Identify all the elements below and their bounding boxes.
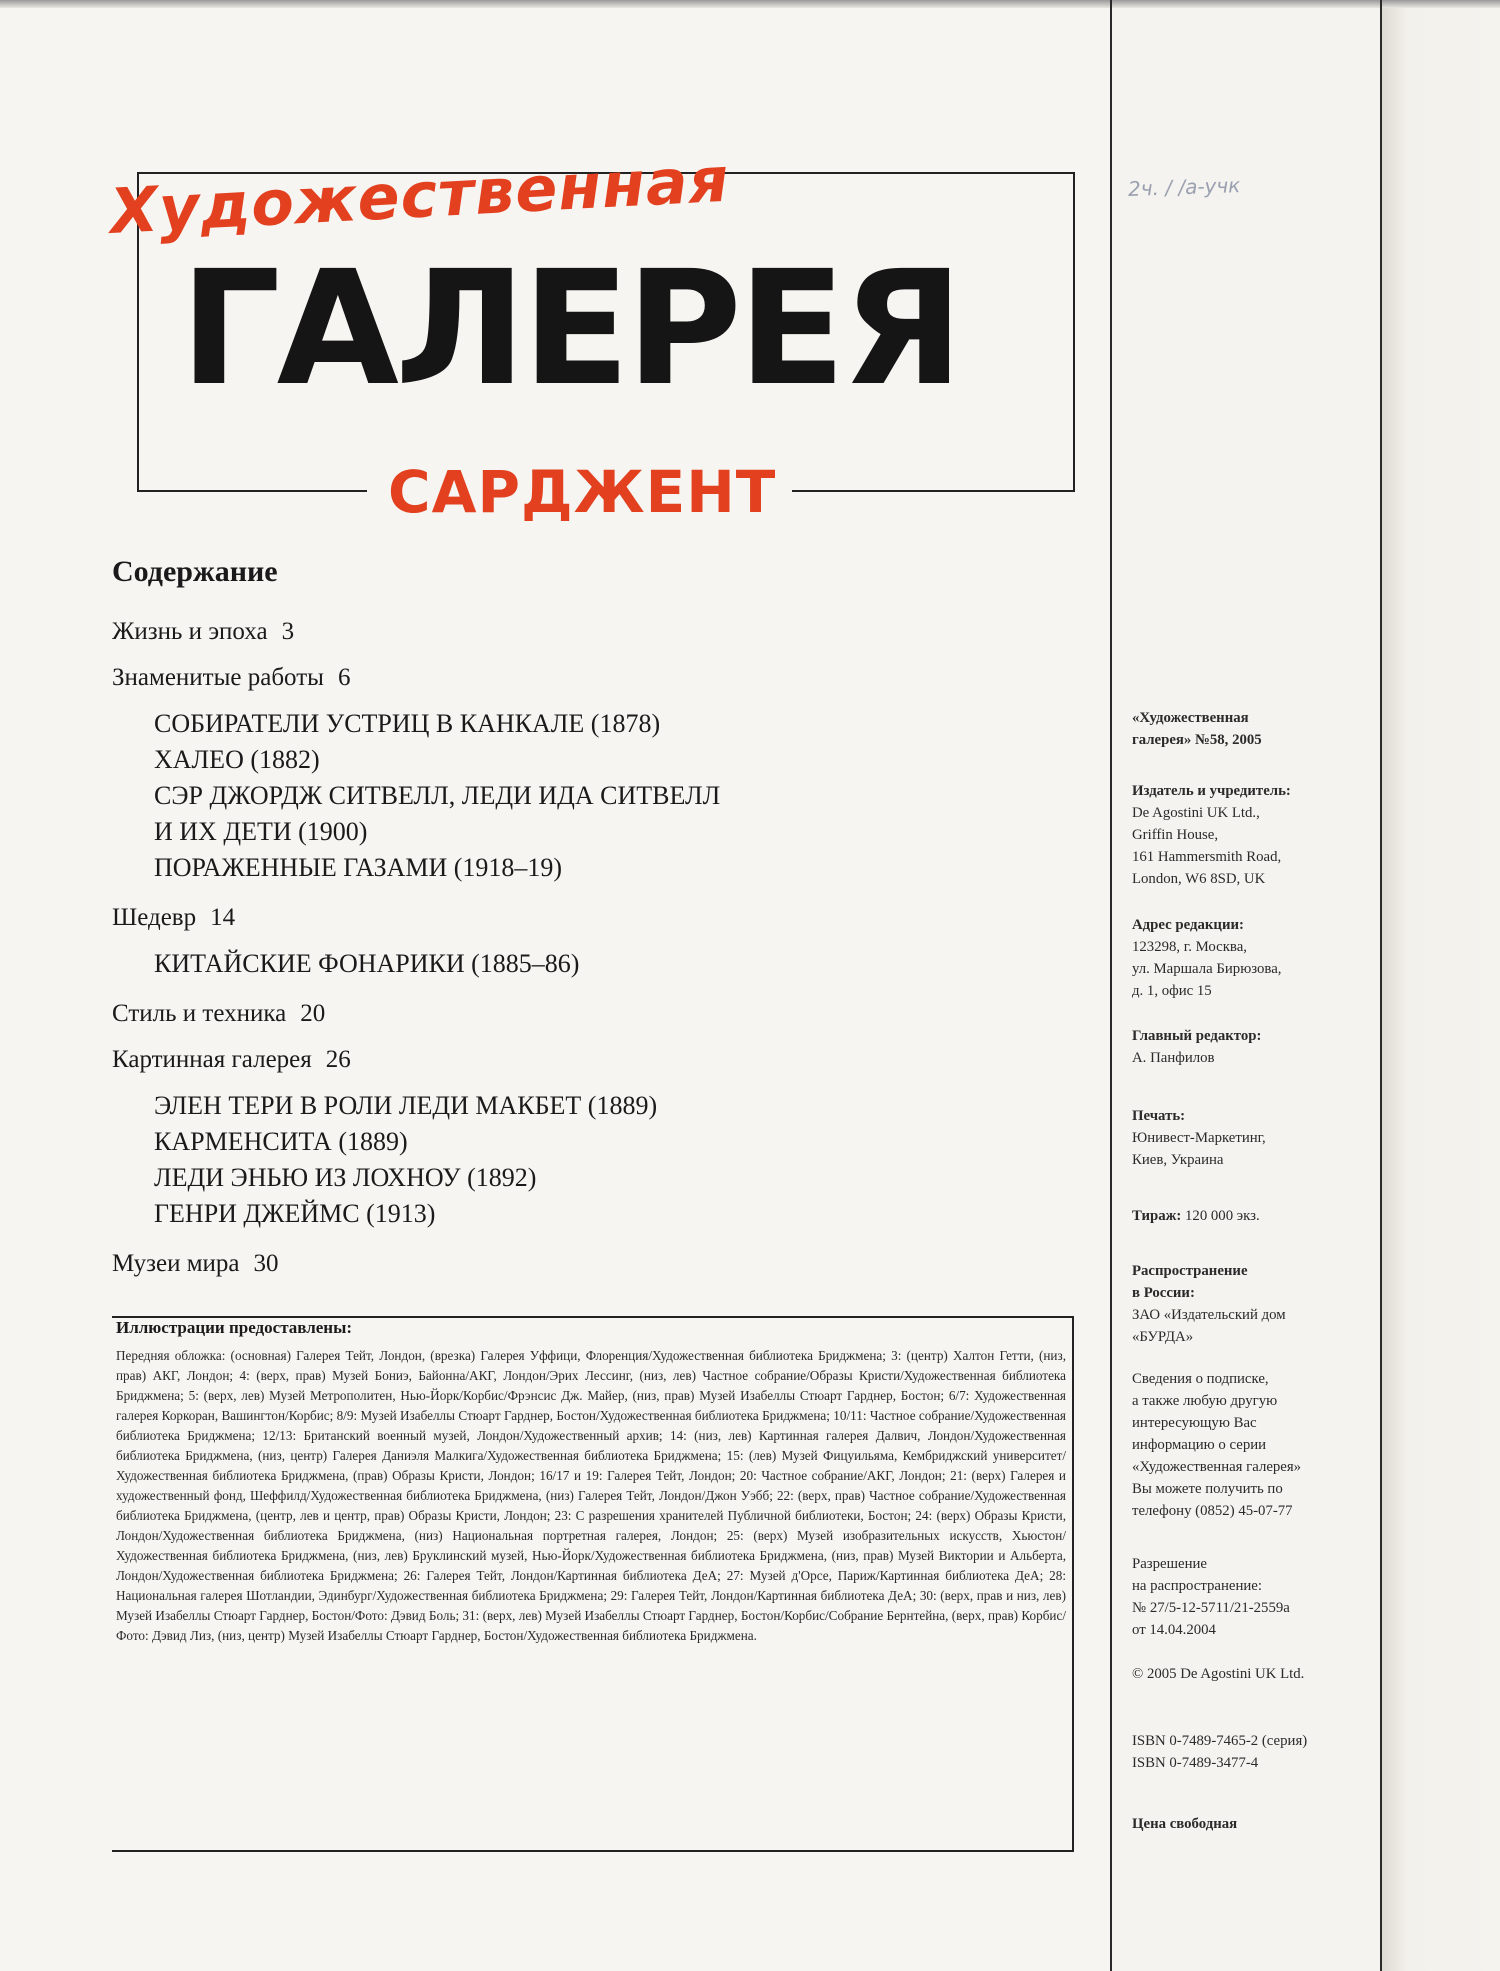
toc-section-page: 30 <box>253 1250 279 1277</box>
toc-work-item: ЭЛЕН ТЕРИ В РОЛИ ЛЕДИ МАКБЕТ (1889) <box>154 1091 658 1120</box>
toc-heading: Содержание <box>112 555 278 588</box>
toc-section <box>112 1046 1072 1074</box>
print-line: Киев, Украина <box>1132 1152 1224 1168</box>
sidebar-editor <box>1132 1025 1377 1069</box>
address-line: д. 1, офис 15 <box>1132 983 1212 999</box>
toc-section-title: Жизнь и эпоха <box>112 618 268 645</box>
toc-section-title: Музеи мира <box>112 1250 240 1277</box>
address-value <box>1132 936 1377 1002</box>
permit-line: от 14.04.2004 <box>1132 1622 1216 1638</box>
toc-section <box>112 904 1072 932</box>
toc-work-item: КИТАЙСКИЕ ФОНАРИКИ (1885–86) <box>154 949 580 978</box>
address-line: 123298, г. Москва, <box>1132 939 1247 955</box>
toc-section-page: 26 <box>325 1046 351 1073</box>
column-divider-right <box>1380 0 1382 1971</box>
credits-title: Иллюстрации предоставлены: <box>116 1318 353 1337</box>
print-value <box>1132 1127 1377 1171</box>
subscription-line: Сведения о подписке, <box>1132 1371 1269 1387</box>
toc-work-item: ГЕНРИ ДЖЕЙМС (1913) <box>154 1199 436 1228</box>
publisher-line: London, W6 8SD, UK <box>1132 871 1266 887</box>
sidebar-issue <box>1132 707 1377 751</box>
circulation-label: Тираж: <box>1132 1208 1182 1224</box>
permit-line: Разрешение <box>1132 1556 1207 1572</box>
page-fold <box>1382 0 1500 1971</box>
toc-work-item: ЛЕДИ ЭНЬЮ ИЗ ЛОХНОУ (1892) <box>154 1163 537 1192</box>
subscription-line: Вы можете получить по <box>1132 1481 1283 1497</box>
issue-line: галерея» №58, 2005 <box>1132 732 1262 748</box>
toc-section <box>112 1000 1072 1028</box>
publisher-line: Griffin House, <box>1132 827 1219 843</box>
toc-section-title: Знаменитые работы <box>112 664 324 691</box>
distribution-value <box>1132 1304 1377 1348</box>
table-of-contents <box>112 600 1072 1278</box>
subscription-line: интересующую Вас <box>1132 1415 1257 1431</box>
toc-section-page: 14 <box>210 904 236 931</box>
permit-line: № 27/5-12-5711/21-2559а <box>1132 1600 1290 1616</box>
publisher-line: De Agostini UK Ltd., <box>1132 805 1260 821</box>
toc-work-item: КАРМЕНСИТА (1889) <box>154 1127 408 1156</box>
sidebar-subscription <box>1132 1368 1377 1522</box>
distribution-label-line: Распространение <box>1132 1263 1248 1279</box>
credits-text: Передняя обложка: (основная) Галерея Тейт, Лондон, (врезка) Галерея Уффици, Флоренция/Художественная библиотека Бриджмена; 3: (центр) Халтон Гетти, (низ, прав) АКГ, Лондон; 4: (верх, прав) Музей Бониэ, Байонна/АКГ, Лондон/Эрих Лессинг, (низ, лев) Частное собрание/Образы Кристи/Художественная библиотека Бриджмена; 5: (верх, лев) Музей Метрополитен, Нью-Йорк/Корбис/Фрэнсис Дж. Майер, (низ, прав) Музей Изабеллы Стюарт Гарднер, Бостон; 6/7: Художественная галерея Коркоран, Вашингтон/Корбис; 8/9: Музей Изабеллы Стюарт Гарднер, Бостон/Художественная библиотека Бриджмена; 10/11: Частное собрание/Художественная библиотека Бриджмена; 12/13: Британский военный музей, Лондон/Художественный архив; 14: (низ, лев) Картинная галерея Далвич, Лондон/Художественная библиотека Бриджмена, (низ, центр) Галерея Даниэля Малкига/Художественная библиотека Бриджмена; 15: (лев) Музей Фицуильяма, Кембриджский университет/Художественная библиотека Бриджмена, (прав) Образы Кристи, Лондон; 16/17 и 19: Галерея Тейт, Лондон; 20: Частное собрание/АКГ, Лондон; 21: (верх) Галерея и художественный фонд, Шеффилд/Художественная библиотека Бриджмена, (низ) Галерея Тейт, Лондон/Джон Уэбб; 22: (верх, прав) Частное собрание/Художественная библиотека Бриджмена, (центр, лев и центр, прав) Образы Кристи, Лондон; 23: С разрешения хранителей Публичной библиотеки, Бостон; 24: (верх) Образы Кристи, Лондон/Художественная библиотека Бриджмена, (низ) Национальная портретная галерея, Лондон; 25: (верх) Музей изобразительных искусств, Хьюстон/Художественная библиотека Бриджмена, (низ, лев) Бруклинский музей, Нью-Йорк/Художественная библиотека Бриджмена, (низ, прав) Музей Виктории и Альберта, Лондон/Художественная библиотека Бриджмена; 26: Галерея Тейт, Лондон/Картинная библиотека ДеА; 27: Музей д'Орсе, Париж/Картинная библиотека ДеА; 28: Национальная галерея Шотландии, Эдинбург/Художественная библиотека Бриджмена; 29: Галерея Тейт, Лондон/Картинная библиотека ДеА; 30: (верх, прав и низ, лев) Музей Изабеллы Стюарт Гарднер, Бостон/Фото: Дэвид Боль; 31: (верх, лев) Музей Изабеллы Стюарт Гарднер, Бостон/Корбис/Собрание Бернтейна, (верх, прав) Корбис/Фото: Дэвид Лиз, (низ, центр) Музей Изабеллы Стюарт Гарднер, Бостон/Художественная библиотека Бриджмена. <box>116 1348 1066 1643</box>
distribution-line: «БУРДА» <box>1132 1329 1194 1345</box>
toc-work-item: СОБИРАТЕЛИ УСТРИЦ В КАНКАЛЕ (1878) <box>154 709 661 738</box>
toc-work-item: И ИХ ДЕТИ (1900) <box>154 817 368 846</box>
subscription-line: а также любую другую <box>1132 1393 1278 1409</box>
toc-works-list <box>154 1088 1072 1232</box>
subscription-line: информацию о серии <box>1132 1437 1267 1453</box>
sidebar-print <box>1132 1105 1377 1171</box>
toc-works-list <box>154 946 1072 982</box>
distribution-label <box>1132 1260 1377 1304</box>
logo-frame-bottom-left <box>137 490 367 492</box>
logo-artist-name: САРДЖЕНТ <box>388 458 777 526</box>
top-edge <box>0 0 1500 8</box>
address-label: Адрес редакции: <box>1132 917 1244 933</box>
toc-section <box>112 1250 1072 1278</box>
publisher-value <box>1132 802 1377 890</box>
editor-value <box>1132 1047 1377 1069</box>
permit-line: на распространение: <box>1132 1578 1262 1594</box>
subscription-line: «Художественная галерея» <box>1132 1459 1302 1475</box>
handwritten-note: 2ч. / /а-учк <box>1127 173 1241 201</box>
toc-section-title: Шедевр <box>112 904 197 931</box>
subscription-line: телефону (0852) 45-07-77 <box>1132 1503 1293 1519</box>
logo-frame-bottom-right <box>792 490 1073 492</box>
toc-section <box>112 618 1072 646</box>
print-label: Печать: <box>1132 1108 1186 1124</box>
sidebar-address <box>1132 914 1377 1002</box>
logo-main-title: ГАЛЕРЕЯ <box>180 237 960 421</box>
toc-section-title: Стиль и техника <box>112 1000 287 1027</box>
toc-work-item: СЭР ДЖОРДЖ СИТВЕЛЛ, ЛЕДИ ИДА СИТВЕЛЛ <box>154 781 721 810</box>
toc-work-item: ХАЛЕО (1882) <box>154 745 320 774</box>
sidebar-circulation <box>1132 1205 1377 1227</box>
toc-section-page: 20 <box>300 1000 326 1027</box>
toc-works-list <box>154 706 1072 886</box>
sidebar-distribution <box>1132 1260 1377 1348</box>
issue-line: «Художественная <box>1132 710 1249 726</box>
distribution-label-line: в России: <box>1132 1285 1195 1301</box>
toc-section-title: Картинная галерея <box>112 1046 312 1073</box>
sidebar-isbn <box>1132 1730 1377 1774</box>
sidebar-permit <box>1132 1553 1377 1641</box>
print-line: Юнивест-Маркетинг, <box>1132 1130 1266 1146</box>
publisher-line: 161 Hammersmith Road, <box>1132 849 1282 865</box>
isbn-line: ISBN 0-7489-7465-2 (серия) <box>1132 1733 1308 1749</box>
sidebar-publisher <box>1132 780 1377 890</box>
sidebar-copyright: © 2005 De Agostini UK Ltd. <box>1132 1666 1305 1682</box>
editor-line: А. Панфилов <box>1132 1050 1215 1066</box>
toc-section <box>112 664 1072 692</box>
editor-label: Главный редактор: <box>1132 1028 1262 1044</box>
column-divider-left <box>1110 0 1112 1971</box>
toc-section-page: 6 <box>337 664 351 691</box>
publisher-label: Издатель и учредитель: <box>1132 783 1291 799</box>
logo-script-title: Художественная <box>108 142 732 248</box>
isbn-line: ISBN 0-7489-3477-4 <box>1132 1755 1259 1771</box>
toc-work-item: ПОРАЖЕННЫЕ ГАЗАМИ (1918–19) <box>154 853 563 882</box>
sidebar-price: Цена свободная <box>1132 1816 1238 1832</box>
toc-section-page: 3 <box>281 618 295 645</box>
credits-box <box>112 1316 1074 1852</box>
distribution-line: ЗАО «Издательский дом <box>1132 1307 1286 1323</box>
address-line: ул. Маршала Бирюзова, <box>1132 961 1282 977</box>
circulation-value: 120 000 экз. <box>1185 1208 1260 1224</box>
